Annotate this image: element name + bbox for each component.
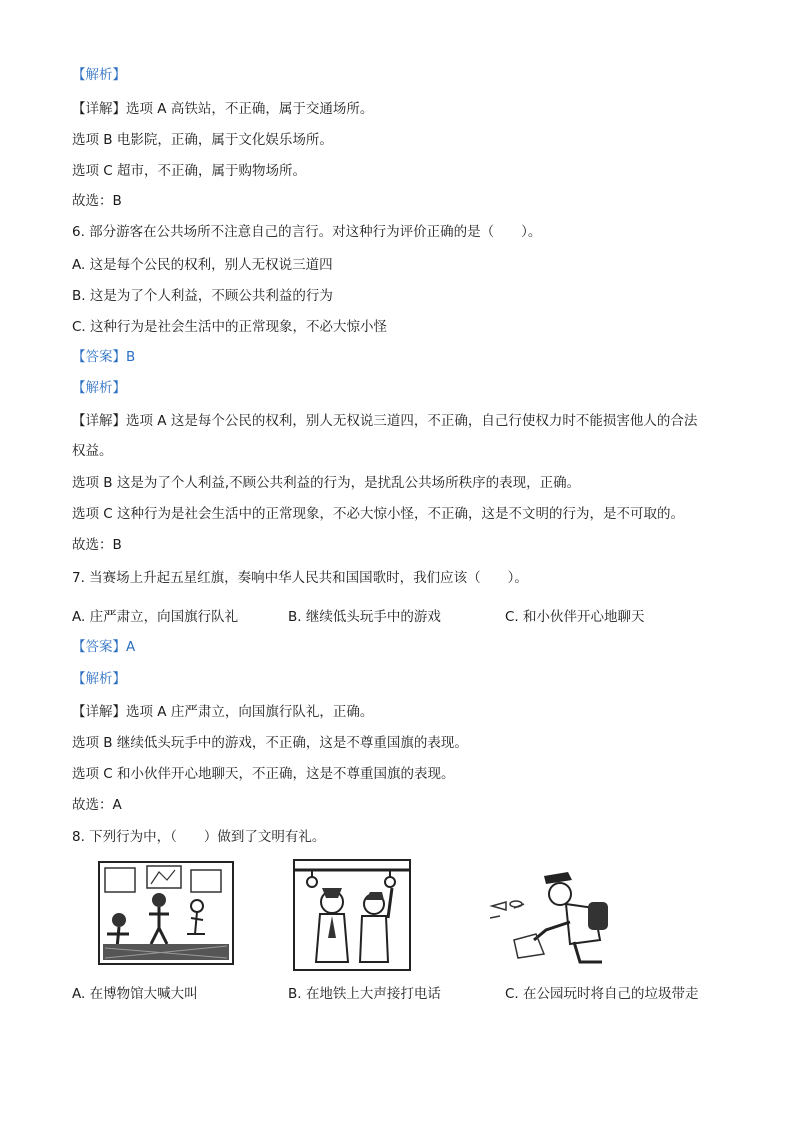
q5-line-b: 选项 B 电影院，正确，属于文化娱乐场所。 (72, 132, 333, 148)
q8-option-b: B. 在地铁上大声接打电话 (288, 986, 441, 1002)
q6-option-c: C. 这种行为是社会生活中的正常现象，不必大惊小怪 (72, 319, 388, 335)
q6-detail-1: 【详解】选项 A 这是每个公民的权利，别人无权说三道四，不正确，自己行使权力时不能损害他人的合法 (72, 413, 698, 429)
q8-option-a: A. 在博物馆大喊大叫 (72, 986, 198, 1002)
museum-scene-illustration (95, 858, 237, 968)
q6-analysis-tag: 【解析】 (72, 380, 126, 396)
q7-option-b: B. 继续低头玩手中的游戏 (288, 609, 441, 625)
q7-answer: 【答案】A (72, 639, 136, 655)
q6-choice: 故选：B (72, 537, 122, 553)
q6-stem: 6. 部分游客在公共场所不注意自己的言行。对这种行为评价正确的是（ ）。 (72, 224, 542, 240)
q5-detail: 【详解】选项 A 高铁站，不正确，属于交通场所。 (72, 101, 374, 117)
q6-option-b: B. 这是为了个人利益，不顾公共利益的行为 (72, 288, 333, 304)
q7-option-c: C. 和小伙伴开心地聊天 (505, 609, 645, 625)
q6-option-a: A. 这是每个公民的权利，别人无权说三道四 (72, 257, 333, 273)
park-cleanup-illustration (484, 862, 624, 970)
q7-line-c: 选项 C 和小伙伴开心地聊天，不正确，这是不尊重国旗的表现。 (72, 766, 455, 782)
q5-choice: 故选：B (72, 193, 122, 209)
q8-stem: 8. 下列行为中，（ ）做到了文明有礼。 (72, 829, 326, 845)
subway-scene-illustration (292, 858, 412, 972)
q6-line-c: 选项 C 这种行为是社会生活中的正常现象，不必大惊小怪，不正确，这是不文明的行为，是不可取的。 (72, 506, 685, 522)
q7-choice: 故选：A (72, 797, 122, 813)
q5-line-c: 选项 C 超市，不正确，属于购物场所。 (72, 163, 307, 179)
q7-stem: 7. 当赛场上升起五星红旗，奏响中华人民共和国国歌时，我们应该（ ）。 (72, 570, 528, 586)
q7-analysis-tag: 【解析】 (72, 671, 126, 687)
q7-line-b: 选项 B 继续低头玩手中的游戏，不正确，这是不尊重国旗的表现。 (72, 735, 468, 751)
q5-analysis-tag: 【解析】 (72, 67, 126, 83)
q8-option-c: C. 在公园玩时将自己的垃圾带走 (505, 986, 699, 1002)
q6-line-b: 选项 B 这是为了个人利益,不顾公共利益的行为，是扰乱公共场所秩序的表现，正确。 (72, 475, 581, 491)
q7-detail: 【详解】选项 A 庄严肃立，向国旗行队礼，正确。 (72, 704, 374, 720)
q6-answer: 【答案】B (72, 349, 136, 365)
q7-option-a: A. 庄严肃立，向国旗行队礼 (72, 609, 239, 625)
q6-detail-2: 权益。 (72, 443, 113, 459)
